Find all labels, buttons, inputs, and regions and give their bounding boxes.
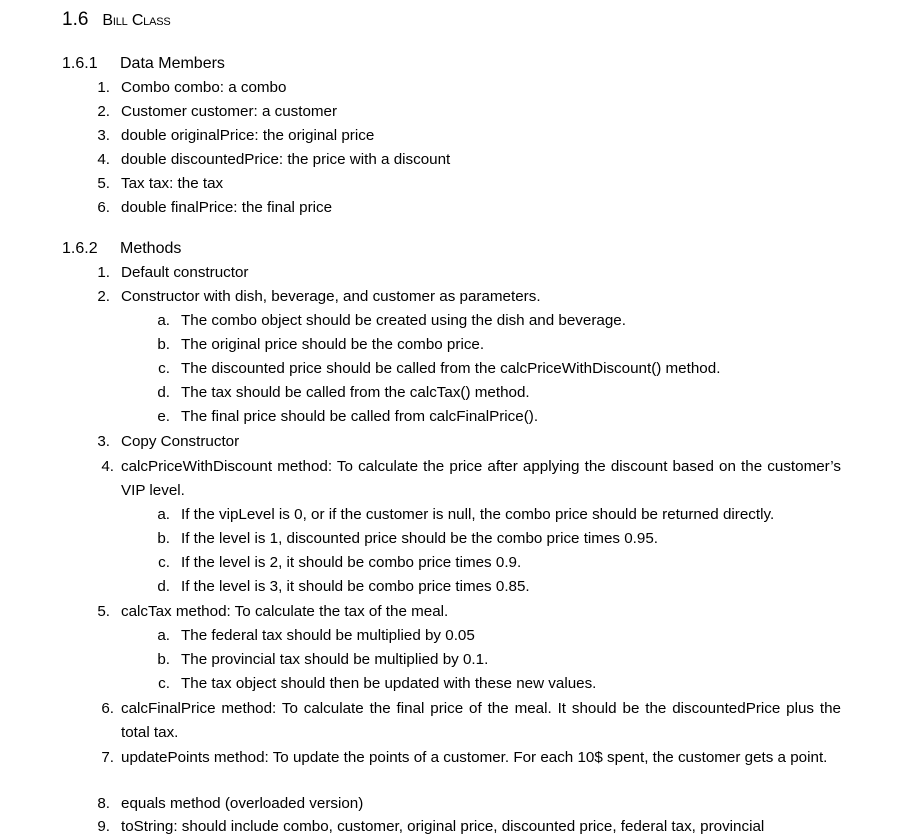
- sub-list-marker: a.: [157, 312, 170, 329]
- subsection-title: Data Members: [120, 55, 225, 72]
- list-item-text: Copy Constructor: [121, 433, 240, 450]
- list-marker: 5.: [97, 175, 110, 192]
- list-item-text: calcFinalPrice method: To calculate the final price of the meal. It should be the discountedPrice plus the total tax.: [121, 700, 841, 741]
- subsection-heading-methods: [62, 238, 181, 260]
- sub-list-item-text: If the level is 3, it should be combo price times 0.85.: [181, 578, 530, 595]
- list-item-text: Tax tax: the tax: [121, 175, 224, 192]
- sub-list-marker: d.: [157, 384, 170, 401]
- sub-list-marker: c.: [158, 675, 170, 692]
- subsection-heading-data-members: [62, 53, 225, 75]
- list-marker: 3.: [97, 127, 110, 144]
- sub-list-item-text: The tax object should then be updated with these new values.: [181, 675, 597, 692]
- list-marker: 7.: [101, 749, 114, 766]
- sub-list-item-text: The final price should be called from calcFinalPrice().: [181, 408, 539, 425]
- list-item-text: updatePoints method: To update the points of a customer. For each 10$ spent, the customer gets a point.: [121, 749, 828, 766]
- list-marker: 3.: [97, 433, 110, 450]
- list-marker: 4.: [97, 151, 110, 168]
- sub-list-item-text: The original price should be the combo price.: [181, 336, 485, 353]
- subsection-number: 1.6.1: [62, 55, 98, 72]
- list-marker: 6.: [101, 700, 114, 717]
- subsection-number: 1.6.2: [62, 240, 98, 257]
- section-heading: [62, 8, 171, 33]
- list-marker: 6.: [97, 199, 110, 216]
- list-item-text: Customer customer: a customer: [121, 103, 338, 120]
- list-item-text: toString: should include combo, customer, original price, discounted price, federal tax, provincial: [121, 818, 765, 835]
- list-item-text: double originalPrice: the original price: [121, 127, 375, 144]
- list-marker: 4.: [101, 458, 114, 475]
- sub-list-item-text: The federal tax should be multiplied by 0.05: [181, 627, 475, 644]
- sub-list-item-text: The discounted price should be called from the calcPriceWithDiscount() method.: [181, 360, 721, 377]
- list-item-text: calcPriceWithDiscount method: To calculate the price after applying the discount based on the customer’s VIP level.: [121, 458, 841, 499]
- list-item: [101, 455, 841, 503]
- sub-list-marker: b.: [157, 530, 170, 547]
- section-number: 1.6: [62, 9, 89, 30]
- list-item-text: double discountedPrice: the price with a discount: [121, 151, 451, 168]
- section-title: Bill Class: [102, 12, 171, 29]
- list-marker: 8.: [97, 795, 110, 812]
- list-marker: 2.: [97, 288, 110, 305]
- sub-list-item-text: If the level is 1, discounted price should be the combo price times 0.95.: [181, 530, 658, 547]
- sub-list-item-text: The combo object should be created using the dish and beverage.: [181, 312, 626, 329]
- sub-list-item-text: If the level is 2, it should be combo price times 0.9.: [181, 554, 522, 571]
- sub-list-marker: e.: [157, 408, 170, 425]
- list-item-text: double finalPrice: the final price: [121, 199, 333, 216]
- list-item-text: Default constructor: [121, 264, 249, 281]
- list-item-text: Constructor with dish, beverage, and customer as parameters.: [121, 288, 541, 305]
- sub-list-item-text: The tax should be called from the calcTax() method.: [181, 384, 530, 401]
- list-item: [101, 697, 841, 745]
- sub-list-marker: a.: [157, 627, 170, 644]
- list-item-text: calcTax method: To calculate the tax of the meal.: [121, 603, 449, 620]
- subsection-title: Methods: [120, 240, 182, 257]
- list-marker: 5.: [97, 603, 110, 620]
- list-marker: 2.: [97, 103, 110, 120]
- list-item-text: equals method (overloaded version): [121, 795, 364, 812]
- sub-list-marker: a.: [157, 506, 170, 523]
- list-item: [101, 746, 841, 770]
- sub-list-marker: b.: [157, 651, 170, 668]
- sub-list-item-text: If the vipLevel is 0, or if the customer is null, the combo price should be returned directly.: [181, 506, 775, 523]
- list-marker: 9.: [97, 818, 110, 835]
- sub-list-marker: c.: [158, 554, 170, 571]
- sub-list-marker: d.: [157, 578, 170, 595]
- sub-list-item-text: The provincial tax should be multiplied by 0.1.: [181, 651, 489, 668]
- list-marker: 1.: [97, 264, 110, 281]
- list-item-text: Combo combo: a combo: [121, 79, 287, 96]
- list-marker: 1.: [97, 79, 110, 96]
- sub-list-marker: c.: [158, 360, 170, 377]
- sub-list-marker: b.: [157, 336, 170, 353]
